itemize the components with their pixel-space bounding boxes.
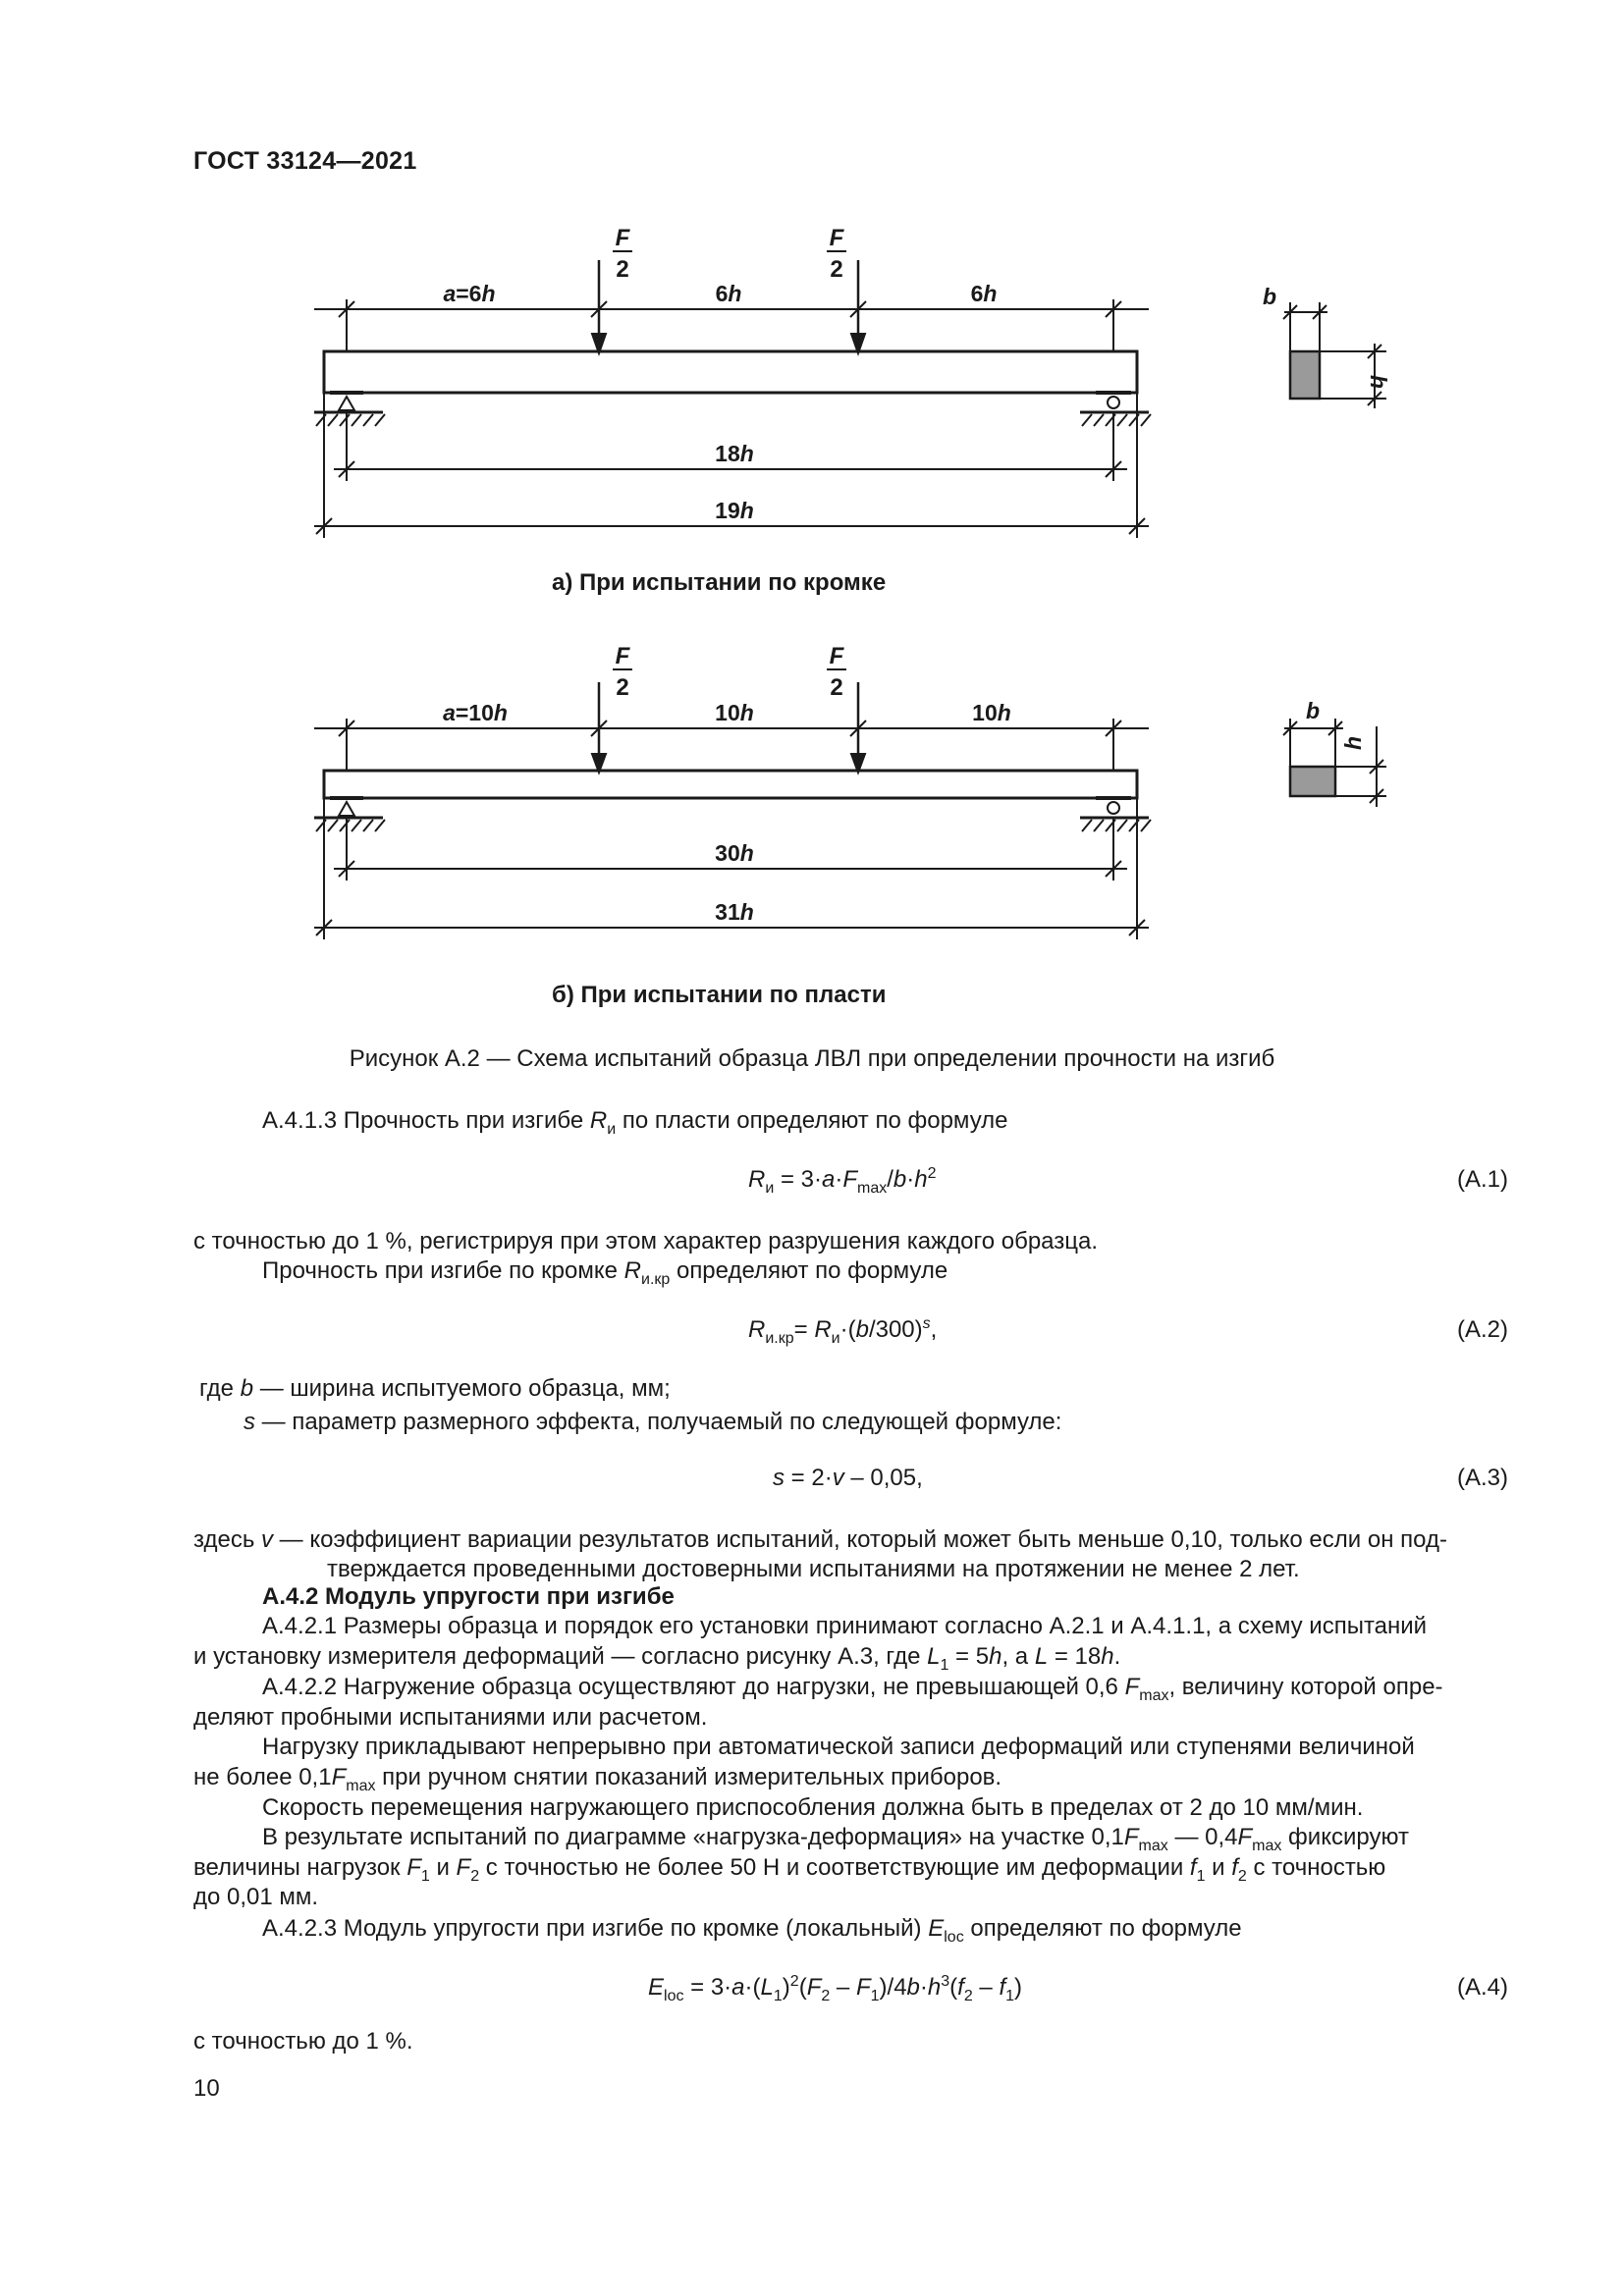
force-label-num: F — [615, 225, 630, 251]
equation-a3: s = 2·v – 0,05, — [773, 1465, 923, 1491]
support-pin-b — [339, 802, 354, 816]
figure-title: Рисунок А.2 — Схема испытаний образца ЛВЛ при определении прочности на изгиб — [349, 1045, 1275, 1072]
svg-text:10h: 10h — [972, 700, 1011, 725]
svg-text:30h: 30h — [715, 840, 754, 866]
figure-a-caption: а) При испытании по кромке — [552, 569, 887, 596]
para-a422-line2: деляют пробными испытаниями или расчетом. — [193, 1704, 708, 1731]
svg-text:31h: 31h — [715, 899, 754, 925]
force-label-den: 2 — [616, 256, 629, 283]
equation-a3-number: (А.3) — [1456, 1465, 1508, 1491]
section-heading-a42: А.4.2 Модуль упругости при изгибе — [262, 1583, 675, 1610]
here-v-line2: тверждается проведенными достоверными испытаниями на протяжении не менее 2 лет. — [327, 1556, 1300, 1582]
para-a421-line2: и установку измерителя деформаций — согласно рисунку А.3, где $L_1 = 5h$, а L = 18h. — [193, 1643, 1121, 1674]
svg-text:2: 2 — [616, 674, 629, 701]
svg-text:h: h — [1340, 735, 1366, 750]
equation-a1: $R_и = 3\cdot a\cdot F_{max}/b\cdot h^2$ — [748, 1165, 937, 1197]
para-a413: А.4.1.3 Прочность при изгибе $R_и$ по пласти определяют по формуле — [262, 1107, 1008, 1138]
dim-mid-label: 6h — [715, 281, 742, 306]
para-edge-strength: Прочность при изгибе по кромке $R_{и.кр}$ определяют по формуле — [262, 1257, 948, 1288]
svg-text:2: 2 — [830, 674, 843, 701]
equation-a4-number: (А.4) — [1456, 1974, 1508, 2001]
para-a422-line1: А.4.2.2 Нагружение образца осуществляют до нагрузки, не превышающей 0,6 $F_{max}$, величину которой опре- — [262, 1674, 1443, 1704]
beam-b — [324, 771, 1137, 798]
svg-text:F: F — [829, 225, 844, 251]
svg-text:F: F — [615, 643, 630, 669]
svg-text:10h: 10h — [715, 700, 754, 725]
equation-a4: $E_{loc} = 3\cdot a\cdot(L_1)^2(F_2 - F_1)/4b\cdot h^3(f_2 - f_1)$ — [648, 1973, 1023, 2004]
equation-a2-number: (А.2) — [1456, 1316, 1508, 1343]
para-load-line2: не более $0,1F_{max}$ при ручном снятии показаний измерительных приборов. — [193, 1764, 1002, 1794]
section-b-label: b — [1263, 284, 1277, 309]
para-precision-2: с точностью до 1 %. — [193, 2028, 413, 2055]
para-a423: А.4.2.3 Модуль упругости при изгибе по кромке (локальный) $E_{loc}$ определяют по формуле — [262, 1915, 1242, 1946]
svg-text:F: F — [829, 643, 844, 669]
para-result-line2: величины нагрузок $F_1$ и $F_2$ с точностью не более 50 Н и соответствующие им деформации $f_1$ и $f_2$ с точностью — [193, 1854, 1386, 1885]
figure-b-caption: б) При испытании по пласти — [552, 982, 887, 1008]
support-pin-a — [339, 397, 354, 410]
para-result-line3: до 0,01 мм. — [193, 1884, 319, 1910]
figure-b-diagram — [295, 628, 1414, 952]
para-speed: Скорость перемещения нагружающего приспособления должна быть в пределах от 2 до 10 мм/мин. — [262, 1794, 1364, 1821]
equation-a1-number: (А.1) — [1456, 1166, 1508, 1193]
equation-a2: $R_{и.кр}= R_и\cdot(b/300)^s$, — [748, 1315, 938, 1347]
document-header: ГОСТ 33124—2021 — [193, 147, 417, 175]
section-h-label: h — [1366, 375, 1391, 390]
dim-span-label: 18h — [715, 441, 754, 466]
beam-a — [324, 351, 1137, 393]
dim-right-label: 6h — [970, 281, 998, 306]
para-load-line1: Нагрузку прикладывают непрерывно при автоматической записи деформаций или ступенями величиной — [262, 1734, 1415, 1760]
para-a421-line1: А.4.2.1 Размеры образца и порядок его установки принимают согласно А.2.1 и А.4.1.1, а схему испытаний — [262, 1613, 1428, 1639]
where-s: s — параметр размерного эффекта, получаемый по следующей формуле: — [244, 1409, 1062, 1435]
para-precision-1: с точностью до 1 %, регистрируя при этом характер разрушения каждого образца. — [193, 1228, 1099, 1255]
support-roller-b — [1108, 802, 1119, 814]
where-b: где b — ширина испытуемого образца, мм; — [199, 1375, 671, 1402]
here-v-line1: здесь v — коэффициент вариации результатов испытаний, который может быть меньше 0,10, только если он под- — [193, 1526, 1447, 1553]
para-result-line1: В результате испытаний по диаграмме «нагрузка-деформация» на участке $0,1F_{max}$ — $0,4F_{max}$ фиксируют — [262, 1824, 1409, 1854]
dim-a-label-b: a=10h — [443, 700, 508, 725]
svg-text:2: 2 — [830, 256, 843, 283]
cross-section-b — [1290, 767, 1335, 796]
figure-a-diagram — [295, 216, 1414, 609]
cross-section-a — [1290, 351, 1320, 399]
dim-a-label: a=6h — [443, 281, 496, 306]
svg-text:b: b — [1306, 698, 1321, 723]
dim-total-label: 19h — [715, 498, 754, 523]
page-number: 10 — [193, 2075, 220, 2102]
support-roller-a — [1108, 397, 1119, 408]
